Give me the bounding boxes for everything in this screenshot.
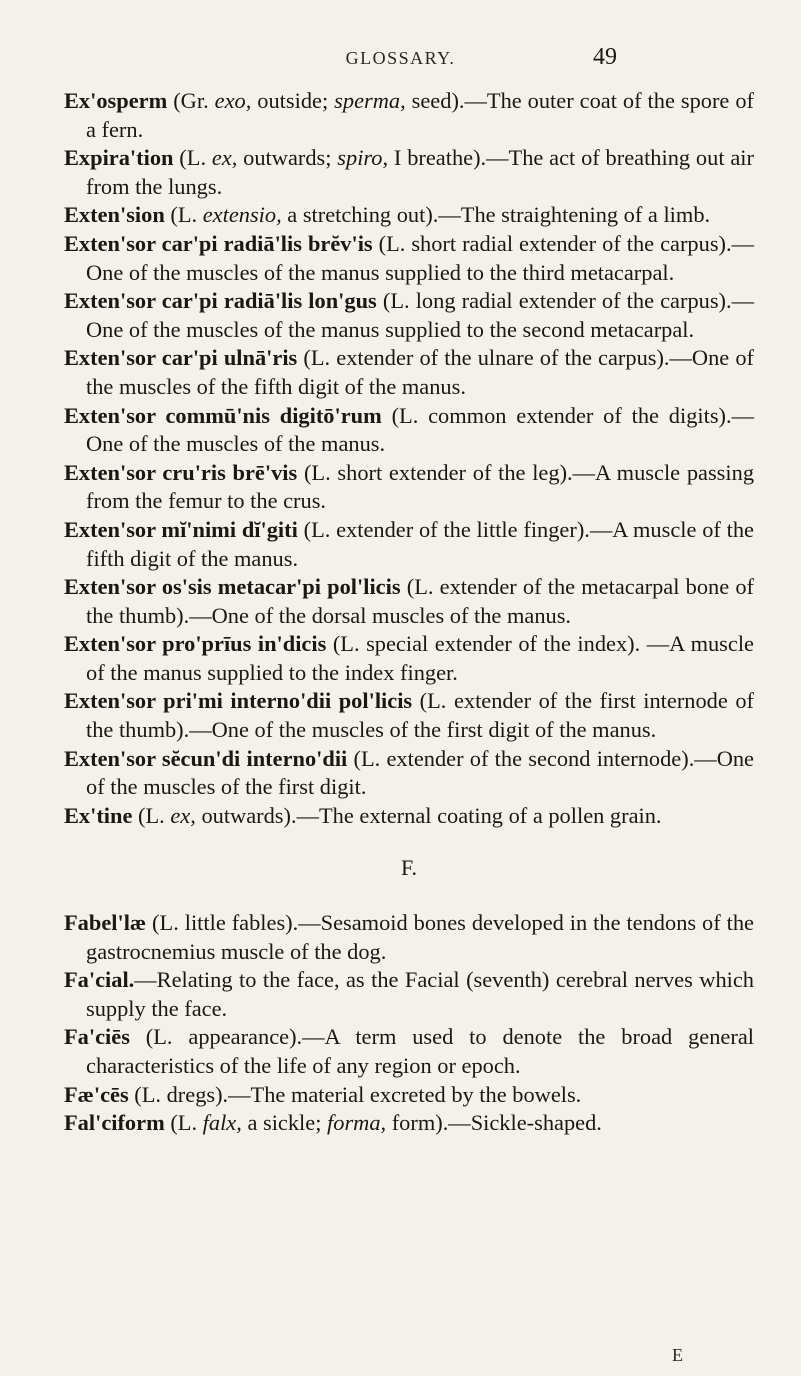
entry-headword: Fa'cial.: [64, 967, 135, 993]
entry-headword: Exten'sor pro'prīus in'dicis: [64, 631, 327, 657]
entry-definition: a stretching out).—The straightening of a limb.: [281, 202, 711, 228]
entry-definition: outwards).—The external coating of a pollen grain.: [195, 802, 662, 828]
entry-headword: Fæ'cēs: [64, 1081, 129, 1107]
glossary-entry: [64, 745, 754, 802]
entry-definition: (L. short radial extender of the carpus).—One of the muscles of the manus supplied to the third metacarpal.: [86, 230, 754, 285]
glossary-entry: [64, 1081, 754, 1110]
glossary-entry: [64, 966, 754, 1023]
entry-definition: —Relating to the face, as the Facial (seventh) cerebral nerves which supply the face.: [86, 967, 754, 1021]
entry-headword: Ex'tine: [64, 802, 133, 828]
entry-definition: (L. short extender of the leg).—A muscle passing from the femur to the crus.: [86, 459, 755, 514]
entry-definition: (L. special extender of the index). —A muscle of the manus supplied to the index finger.: [86, 631, 754, 685]
glossary-entry: [64, 687, 754, 744]
glossary-entry: [64, 402, 754, 459]
running-head: GLOSSARY.: [345, 48, 456, 68]
glossary-entry: Fal'ciform (L. falx, a sickle; forma, form).—Sickle-shaped.: [64, 1110, 602, 1136]
glossary-entry: Exten'sion (L. extensio, a stretching out).—The straightening of a limb.: [64, 202, 711, 228]
entry-headword: Exten'sor car'pi ulnā'ris: [64, 345, 298, 371]
entry-headword: Expira'tion: [64, 145, 174, 171]
entry-definition: (L. extender of the little finger).—A muscle of the fifth digit of the manus.: [86, 516, 754, 571]
entry-headword: Fabel'læ: [64, 910, 147, 936]
entry-definition: seed).—The outer coat of the spore of a fern.: [86, 88, 754, 142]
entry-definition: (L. extender of the first internode of the thumb).—One of the muscles of the first digit of the manus.: [86, 688, 754, 743]
entry-headword: Exten'sor cru'ris brē'vis: [64, 459, 298, 485]
glossary-entry: [64, 1023, 754, 1080]
glossary-entry: Expira'tion (L. ex, outwards; spiro, I breathe).—The act of breathing out air from the lungs.: [64, 145, 754, 199]
glossary-entries: [64, 87, 754, 1138]
glossary-entry: [64, 287, 754, 344]
glossary-entry: [64, 630, 754, 687]
entry-definition: (L. long radial extender of the carpus).—One of the muscles of the manus supplied to the second metacarpal.: [86, 288, 754, 342]
entry-definition: (L. extender of the ulnare of the carpus).—One of the muscles of the fifth digit of the manus.: [86, 345, 755, 399]
entry-headword: Ex'osperm: [64, 88, 168, 113]
entry-definition: (L. dregs).—The material excreted by the bowels.: [128, 1081, 582, 1107]
glossary-entry: [64, 230, 754, 287]
entry-headword: Exten'sor pri'mi interno'dii pol'licis: [64, 688, 413, 714]
entry-headword: Exten'sor mĭ'nimi dĭ'giti: [64, 516, 298, 542]
glossary-entry: [64, 573, 754, 630]
entry-headword: Exten'sor os'sis metacar'pi pol'licis: [64, 574, 401, 600]
entry-definition: (L. appearance).—A term used to denote the broad general characteristics of the life of any region or epoch.: [86, 1024, 754, 1078]
entry-definition: form).—Sickle-shaped.: [386, 1110, 602, 1136]
entry-headword: Exten'sor car'pi radiā'lis brĕv'is: [64, 230, 373, 256]
glossary-entry: [64, 909, 754, 966]
glossary-entry: Ex'osperm (Gr. exo, outside; sperma, seed).—The outer coat of the spore of a fern.: [64, 88, 754, 142]
glossary-entry: Ex'tine (L. ex, outwards).—The external coating of a pollen grain.: [64, 802, 662, 828]
page-number: 49: [593, 44, 617, 70]
entry-definition: (L. extender of the metacarpal bone of the thumb).—One of the dorsal muscles of the manus.: [86, 574, 754, 628]
entry-definition: I breathe).—The act of breathing out air from the lungs.: [86, 145, 754, 199]
glossary-entry: [64, 344, 754, 401]
entry-headword: Exten'sion: [64, 202, 165, 228]
entry-definition: (L. common extender of the digits).—One of the muscles of the manus.: [86, 402, 754, 457]
entry-headword: Exten'sor commū'nis digitō'rum: [64, 402, 382, 428]
glossary-entry: [64, 459, 754, 516]
entry-definition: (L. extender of the second internode).—One of the muscles of the first digit.: [86, 745, 754, 800]
entry-headword: Fa'ciēs: [64, 1024, 130, 1050]
signature-mark: E: [672, 1345, 683, 1365]
section-letter: F.: [401, 855, 417, 881]
entry-headword: Exten'sor sĕcun'di interno'dii: [64, 745, 348, 771]
entry-definition: (L. little fables).—Sesamoid bones developed in the tendons of the gastrocnemius muscle of the dog.: [86, 910, 754, 964]
glossary-entry: [64, 516, 754, 573]
entry-headword: Fal'ciform: [64, 1110, 165, 1136]
entry-headword: Exten'sor car'pi radiā'lis lon'gus: [64, 288, 377, 314]
